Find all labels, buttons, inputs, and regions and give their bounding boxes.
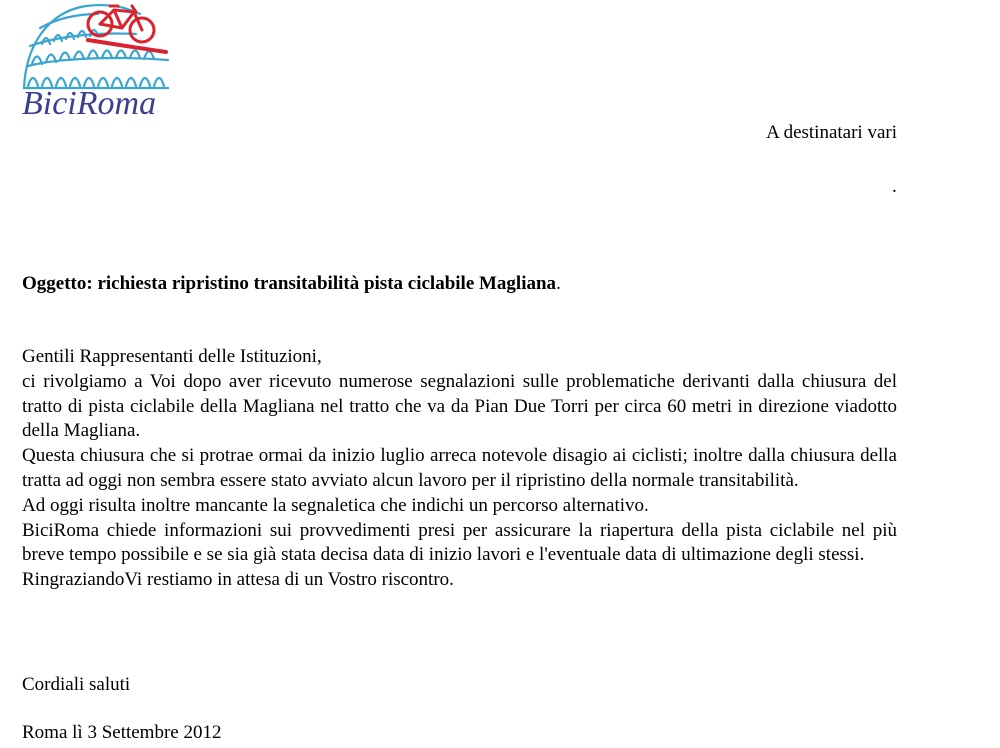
place-date: Roma lì 3 Settembre 2012	[22, 722, 222, 743]
colosseum-bicycle-logo-icon	[18, 0, 170, 122]
subject-period: .	[556, 273, 561, 294]
closing: Cordiali saluti	[22, 674, 131, 695]
logo-text: BiciRoma	[22, 85, 157, 122]
body-paragraph-1: ci rivolgiamo a Voi dopo aver ricevuto numerose segnalazioni sulle problematiche derivanti dalla chiusura del tratto di pista ciclabile della Magliana nel tratto che va da Pian Due Torri per circa 60 metri in direzione viadotto della Magliana.	[22, 370, 897, 442]
body-paragraph-5: RingraziandoVi restiamo in attesa di un Vostro riscontro.	[22, 569, 454, 591]
greeting: Gentili Rappresentanti delle Istituzioni,	[22, 346, 322, 367]
body-paragraph-3: Ad oggi risulta inoltre mancante la segnaletica che indichi un percorso alternativo.	[22, 494, 649, 516]
body-paragraph-2: Questa chiusura che si protrae ormai da inizio luglio arreca notevole disagio ai ciclisti; inoltre dalla chiusura della tratta ad oggi non sembra essere stato avviato alcun lavoro per il ripristino della normale transitabilità.	[22, 445, 897, 491]
subject-text: Oggetto: richiesta ripristino transitabilità pista ciclabile Magliana	[22, 273, 557, 294]
biciroma-logo	[18, 0, 170, 122]
letter-body	[22, 345, 897, 593]
body-paragraph-4: BiciRoma chiede informazioni sui provvedimenti presi per assicurare la riapertura della pista ciclabile nel più breve tempo possibile e se sia già stata decisa data di inizio lavori e l'eventuale data di ultimazione degli stessi.	[22, 519, 897, 566]
addressee: A destinatari vari	[766, 122, 897, 143]
subject-line	[22, 272, 561, 296]
addressee-dot: .	[892, 176, 897, 197]
